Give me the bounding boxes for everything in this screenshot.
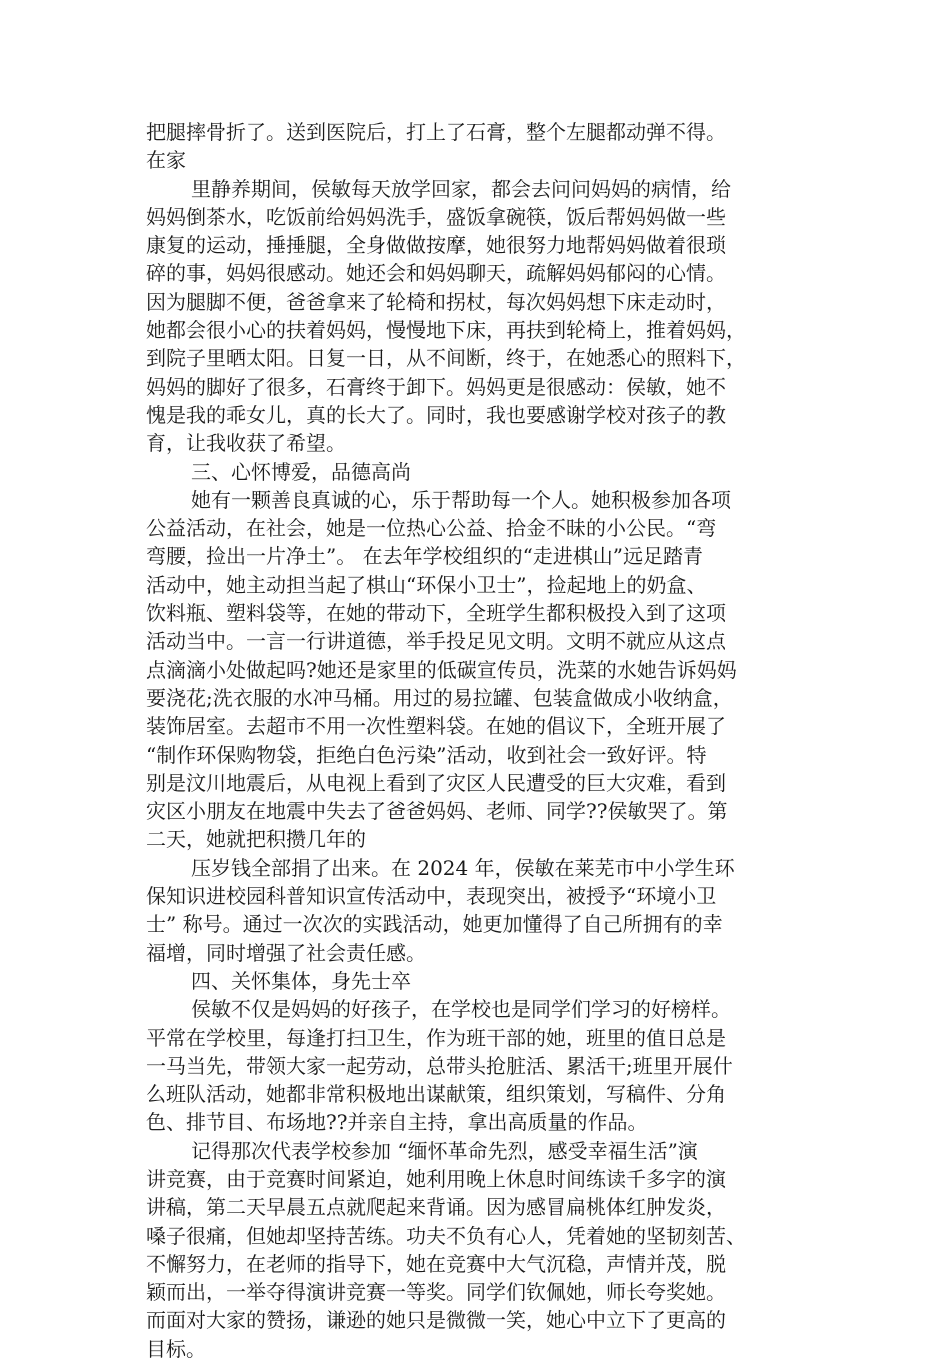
- text-line: 讲竞赛，由于竞赛时间紧迫，她利用晚上休息时间练读千多字的演: [146, 1166, 726, 1191]
- text-line: 要浇花;洗衣服的水冲马桶。用过的易拉罐、包装盒做成小收纳盒，: [146, 685, 733, 710]
- text-line: 士” 称号。通过一次次的实践活动，她更加懂得了自己所拥有的幸: [146, 912, 723, 937]
- text-line: 愧是我的乖女儿，真的长大了。同时，我也要感谢学校对孩子的教: [146, 402, 726, 427]
- text-line: 而面对大家的赞扬，谦逊的她只是微微一笑，她心中立下了更高的: [146, 1308, 726, 1333]
- text-line: 康复的运动，捶捶腿，全身做做按摩，她很努力地帮妈妈做着很琐: [146, 233, 726, 258]
- text-line: 因为腿脚不便，爸爸拿来了轮椅和拐杖，每次妈妈想下床走动时，: [146, 289, 726, 314]
- text-line: 公益活动，在社会，她是一位热心公益、拾金不昧的小公民。“弯: [146, 516, 717, 541]
- text-line: 保知识进校园科普知识宣传活动中，表现突出，被授予“环境小卫: [146, 884, 717, 909]
- text-line: 把腿摔骨折了。送到医院后，打上了石膏，整个左腿都动弹不得。: [146, 120, 726, 144]
- text-line: 别是汶川地震后，从电视上看到了灾区人民遭受的巨大灾难，看到: [146, 770, 726, 795]
- text-line: 饮料瓶、塑料袋等，在她的带动下，全班学生都积极投入到了这项: [146, 601, 726, 626]
- text-line: 四、关怀集体，身先士卒: [191, 968, 411, 993]
- text-line: 二天，她就把积攒几年的: [146, 827, 366, 852]
- text-line: 妈妈的脚好了很多，石膏终于卸下。妈妈更是很感动：侯敏，她不: [146, 374, 726, 399]
- document-body: [146, 118, 816, 1363]
- text-line: 么班队活动，她都非常积极地出谋献策，组织策划，写稿件、分角: [146, 1082, 726, 1107]
- text-line: 她都会很小心的扶着妈妈，慢慢地下床，再扶到轮椅上，推着妈妈，: [146, 318, 746, 343]
- text-line: 活动当中。一言一行讲道德，举手投足见文明。文明不就应从这点: [146, 629, 726, 654]
- text-line: 侯敏不仅是妈妈的好孩子，在学校也是同学们学习的好榜样。: [191, 997, 731, 1022]
- text-line: 讲稿，第二天早晨五点就爬起来背诵。因为感冒扁桃体红肿发炎，: [146, 1195, 726, 1220]
- text-line: 妈妈倒茶水，吃饭前给妈妈洗手，盛饭拿碗筷，饭后帮妈妈做一些: [146, 204, 726, 229]
- text-line: 碎的事，妈妈很感动。她还会和妈妈聊天，疏解妈妈郁闷的心情。: [146, 261, 726, 286]
- text-line: 灾区小朋友在地震中失去了爸爸妈妈、老师、同学??侯敏哭了。第: [146, 799, 728, 824]
- text-line: 不懈努力，在老师的指导下，她在竞赛中大气沉稳，声情并茂，脱: [146, 1251, 726, 1276]
- text-line: 目标。: [146, 1336, 206, 1361]
- text-line: 嗓子很痛，但她却坚持苦练。功夫不负有心人，凭着她的坚韧刻苦、: [146, 1223, 746, 1248]
- text-line: 在家: [146, 148, 186, 173]
- text-line: 压岁钱全部捐了出来。在 2024 年，侯敏在莱芜市中小学生环: [191, 855, 735, 880]
- text-line: 色、排节目、布场地??并亲自主持，拿出高质量的作品。: [146, 1110, 648, 1135]
- text-line: 一马当先，带领大家一起劳动，总带头抢脏活、累活干;班里开展什: [146, 1053, 733, 1078]
- text-line: 装饰居室。去超市不用一次性塑料袋。在她的倡议下，全班开展了: [146, 714, 726, 739]
- text-line: “制作环保购物袋，拒绝白色污染”活动，收到社会一致好评。特: [146, 742, 707, 767]
- text-line: 弯腰，捡出一片净土”。 在去年学校组织的“走进棋山”远足踏青: [146, 544, 704, 569]
- text-line: 活动中，她主动担当起了棋山“环保小卫士”，捡起地上的奶盒、: [146, 572, 707, 597]
- text-line: 里静养期间，侯敏每天放学回家，都会去问问妈妈的病情，给: [191, 176, 731, 201]
- text-line: 育，让我收获了希望。: [146, 431, 346, 456]
- text-line: 三、心怀博爱，品德高尚: [191, 459, 411, 484]
- text-line: 记得那次代表学校参加 “缅怀革命先烈，感受幸福生活”演: [191, 1138, 698, 1163]
- text-line: 她有一颗善良真诚的心，乐于帮助每一个人。她积极参加各项: [191, 487, 731, 512]
- text-line: 到院子里晒太阳。日复一日，从不间断，终于，在她悉心的照料下，: [146, 346, 746, 371]
- text-line: 福增，同时增强了社会责任感。: [146, 940, 426, 965]
- text-line: 点滴滴小处做起吗?她还是家里的低碳宣传员，洗菜的水她告诉妈妈: [146, 657, 737, 682]
- text-line: 平常在学校里，每逢打扫卫生，作为班干部的她，班里的值日总是: [146, 1025, 726, 1050]
- text-line: 颖而出，一举夺得演讲竞赛一等奖。同学们钦佩她，师长夸奖她。: [146, 1280, 726, 1305]
